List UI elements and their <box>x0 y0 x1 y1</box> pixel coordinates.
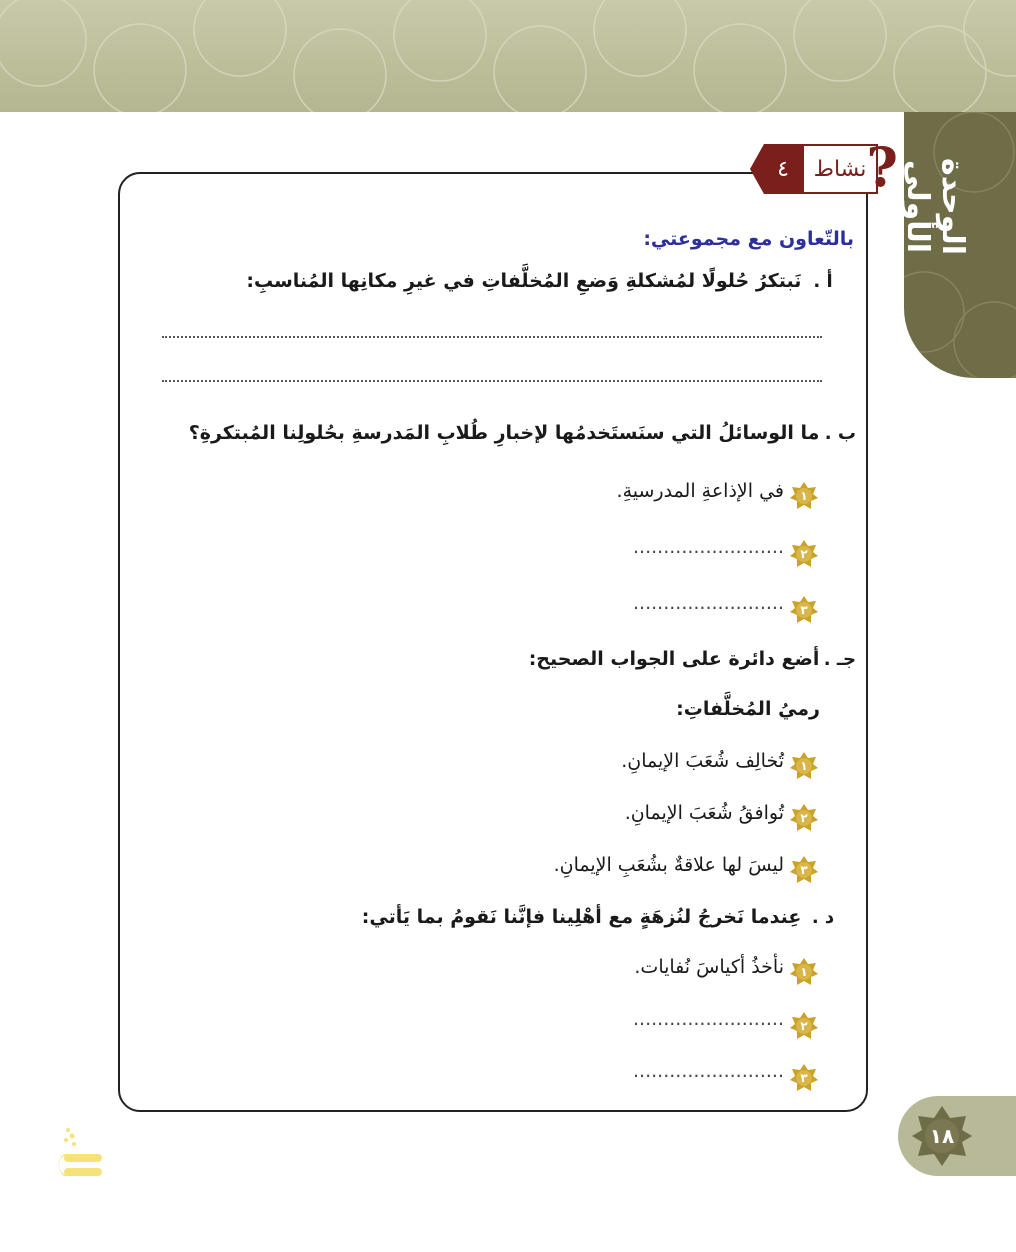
activity-badge <box>756 135 898 199</box>
intro-text: بالتّعاون مع مجموعتي: <box>643 228 854 250</box>
activity-label: نشاط <box>802 144 878 194</box>
number-star-icon: ٢ <box>790 540 818 568</box>
publisher-logo <box>58 1124 106 1184</box>
section-a-question <box>246 270 838 292</box>
choice-option-1[interactable]: تُخالِف شُعَبَ الإيمانِ. <box>621 750 784 772</box>
number-star-icon: ١ <box>790 752 818 780</box>
section-b-marker: ب . <box>824 423 856 444</box>
unit-title: الوحدة الأولى <box>900 158 970 256</box>
list-item: في الإذاعةِ المدرسيةِ. <box>616 480 784 502</box>
section-c-text: أضع دائرة على الجواب الصحيح: <box>528 648 820 670</box>
list-item-blank[interactable]: ......................... <box>633 1008 784 1030</box>
section-c-marker: جـ . <box>823 649 856 670</box>
answer-line-a1[interactable] <box>162 334 822 338</box>
activity-number: ٤ <box>764 144 802 194</box>
top-decorative-band <box>0 0 1016 112</box>
list-item-blank[interactable]: ......................... <box>633 536 784 558</box>
section-a-text: نَبتكرُ حُلولًا لمُشكلةِ وَضعِ المُخلَّفاتِ في غيرِ مكانِها المُناسبِ: <box>246 270 802 292</box>
page-number: ١٨ <box>929 1124 955 1148</box>
section-b-text: ما الوسائلُ التي سنَستَخدمُها لإخبارِ طُلابِ المَدرسةِ بحُلولِنا المُبتكرةِ؟ <box>188 422 820 444</box>
number-star-icon: ٣ <box>790 1064 818 1092</box>
number-star-icon: ٢ <box>790 804 818 832</box>
section-c-question <box>529 648 856 670</box>
section-a-marker: أ . <box>813 271 833 292</box>
number-star-icon: ٣ <box>790 596 818 624</box>
section-b-question <box>189 422 856 444</box>
choice-option-2[interactable]: تُوافقُ شُعَبَ الإيمانِ. <box>624 802 784 824</box>
page-number-star <box>912 1106 972 1166</box>
answer-line-a2[interactable] <box>162 378 822 382</box>
number-star-icon: ١ <box>790 958 818 986</box>
list-item: نأخذُ أكياسَ نُفايات. <box>634 956 784 978</box>
question-mark-icon: ? <box>866 135 898 199</box>
choice-option-3[interactable]: ليسَ لها علاقةٌ بشُعَبِ الإيمانِ. <box>553 854 784 876</box>
section-d-text: عِندما نَخرجُ لنُزهَةٍ مع أهْلِينا فإنَّنا نَقومُ بما يَأتي: <box>361 906 802 928</box>
list-item-blank[interactable]: ......................... <box>633 1060 784 1082</box>
number-star-icon: ٣ <box>790 856 818 884</box>
number-star-icon: ١ <box>790 482 818 510</box>
badge-arrow-tip <box>750 144 764 194</box>
list-item-blank[interactable]: ......................... <box>633 592 784 614</box>
section-d-marker: د . <box>811 907 835 928</box>
section-d-question <box>362 906 838 928</box>
section-c-subquestion: رميُ المُخلَّفاتِ: <box>676 698 820 720</box>
number-star-icon: ٢ <box>790 1012 818 1040</box>
